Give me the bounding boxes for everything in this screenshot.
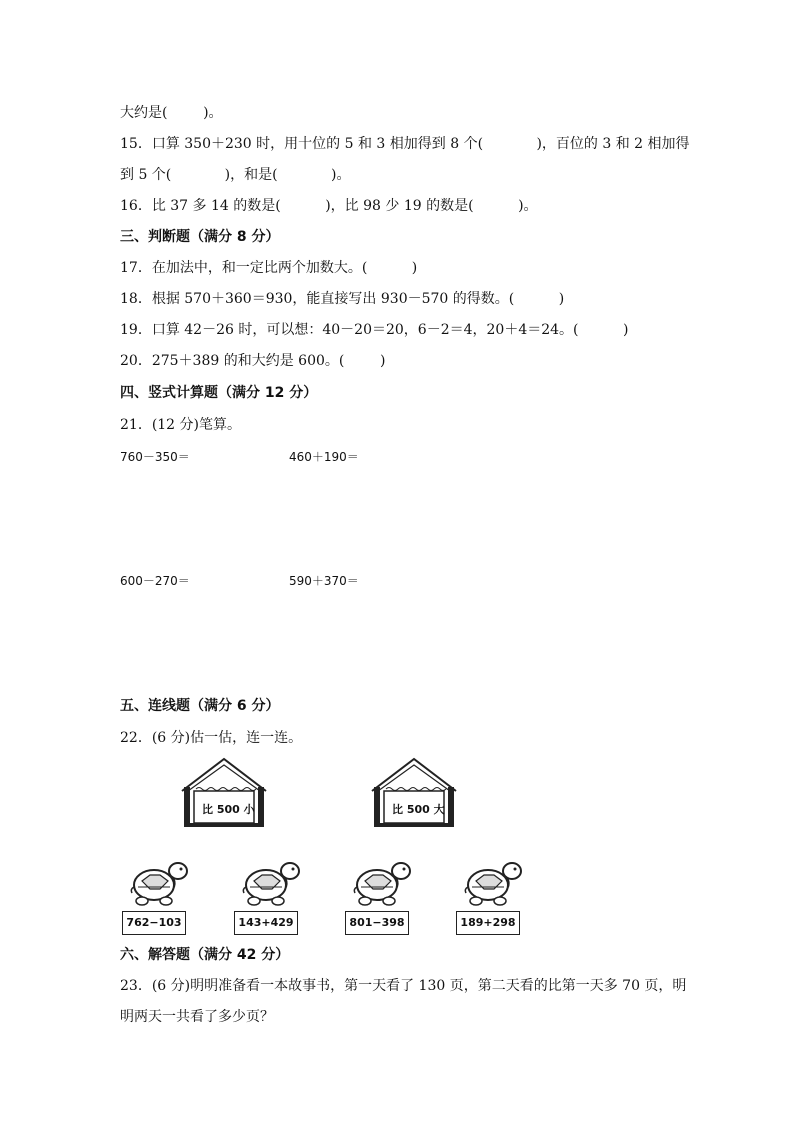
turtle-icon bbox=[351, 855, 415, 911]
q23-line1: 23．(6 分)明明准备看一本故事书，第一天看了 130 页，第二天看的比第一天多 70 页，明 bbox=[120, 978, 687, 994]
turtle-icon bbox=[462, 855, 526, 911]
q15-line1: 15．口算 350＋230 时，用十位的 5 和 3 相加得到 8 个( )，百位的 3 和 2 相加得 bbox=[120, 136, 690, 152]
turtle-card[interactable] bbox=[351, 855, 415, 935]
house-icon bbox=[370, 757, 458, 829]
house-icon bbox=[180, 757, 268, 829]
house-less-than-500[interactable] bbox=[180, 757, 268, 829]
house-right-label: 比 500 大 bbox=[392, 803, 445, 816]
calc-4: 590＋370＝ bbox=[289, 574, 359, 588]
q16: 16．比 37 多 14 的数是( )，比 98 少 19 的数是( )。 bbox=[120, 198, 538, 214]
calc-2: 460＋190＝ bbox=[289, 450, 359, 464]
calc-1: 760－350＝ bbox=[120, 450, 190, 464]
turtle-icon bbox=[240, 855, 304, 911]
turtle-expression: 762−103 bbox=[122, 911, 186, 935]
turtle-expression: 143+429 bbox=[234, 911, 298, 935]
q20: 20．275＋389 的和大约是 600。( ) bbox=[120, 353, 386, 369]
section-6-heading: 六、解答题（满分 42 分） bbox=[120, 947, 290, 963]
house-greater-than-500[interactable] bbox=[370, 757, 458, 829]
calc-3: 600－270＝ bbox=[120, 574, 190, 588]
q17: 17．在加法中，和一定比两个加数大。( ) bbox=[120, 260, 418, 276]
q22: 22．(6 分)估一估，连一连。 bbox=[120, 730, 303, 746]
turtle-expression: 801−398 bbox=[345, 911, 409, 935]
section-3-heading: 三、判断题（满分 8 分） bbox=[120, 229, 280, 245]
q23-line2: 明两天一共看了多少页？ bbox=[120, 1009, 274, 1025]
q21: 21．(12 分)笔算。 bbox=[120, 417, 242, 433]
q19: 19．口算 42－26 时，可以想：40－20＝20，6－2＝4，20＋4＝24。( ) bbox=[120, 322, 629, 338]
section-4-heading: 四、竖式计算题（满分 12 分） bbox=[120, 385, 318, 401]
section-5-heading: 五、连线题（满分 6 分） bbox=[120, 698, 280, 714]
q14-tail: 大约是( )。 bbox=[120, 105, 223, 121]
q18: 18．根据 570＋360＝930，能直接写出 930－570 的得数。( ) bbox=[120, 291, 565, 307]
q15-line2: 到 5 个( )，和是( )。 bbox=[120, 167, 351, 183]
turtle-card[interactable] bbox=[240, 855, 304, 935]
turtle-icon bbox=[128, 855, 192, 911]
turtle-card[interactable] bbox=[128, 855, 192, 935]
turtle-expression: 189+298 bbox=[456, 911, 520, 935]
house-left-label: 比 500 小 bbox=[202, 803, 255, 816]
turtle-card[interactable] bbox=[462, 855, 526, 935]
